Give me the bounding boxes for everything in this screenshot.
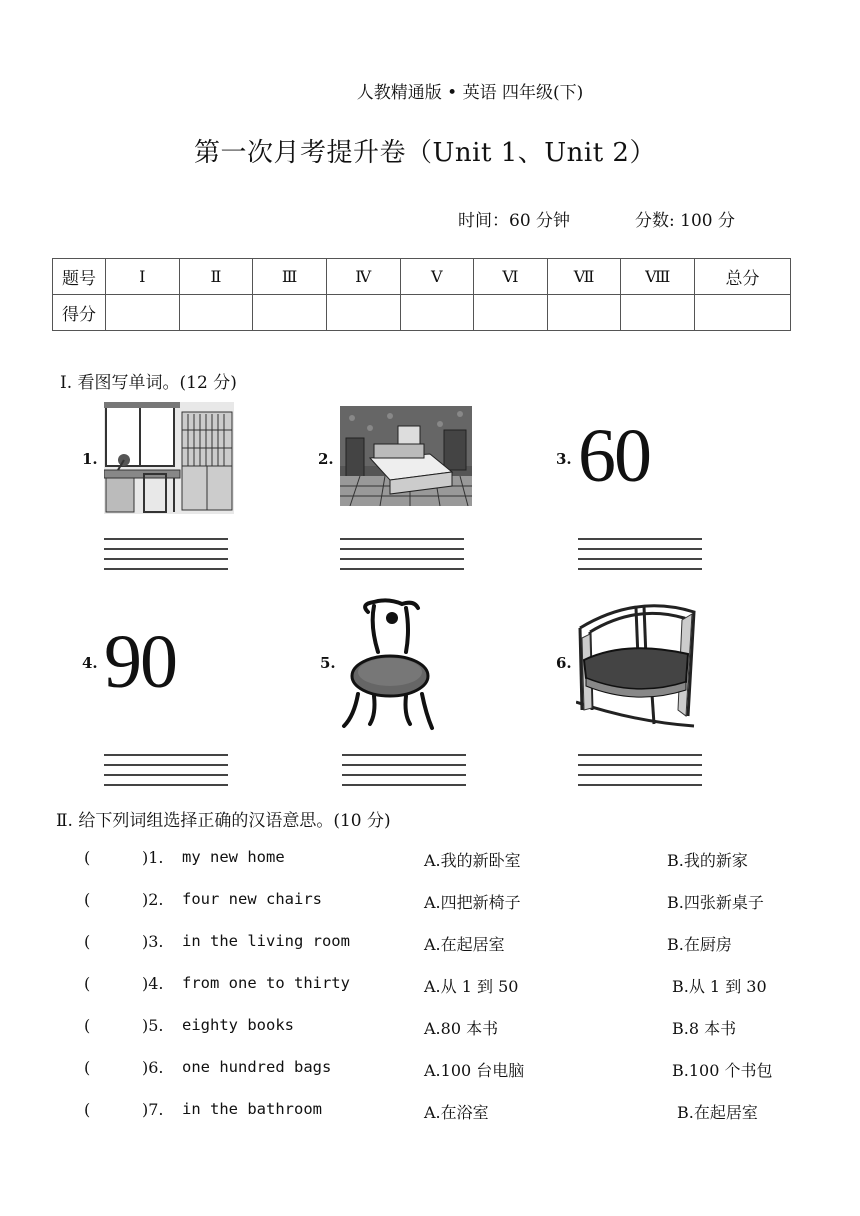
number-90-picture: 90	[104, 620, 176, 704]
option-a: A.我的新卧室	[424, 851, 521, 870]
score-table-cell: Ⅳ	[326, 259, 400, 295]
section1-title: Ⅰ. 看图写单词。(12 分)	[60, 373, 237, 393]
score-table-cell: 题号	[53, 259, 106, 295]
answer-blank[interactable]: (	[84, 848, 91, 867]
option-a: A.从 1 到 50	[424, 977, 519, 996]
score-table-score-row	[53, 295, 791, 331]
item-number: 4.	[82, 654, 98, 672]
item-number: 3.	[556, 450, 572, 468]
score-table-cell: Ⅰ	[106, 259, 180, 295]
number-60-picture: 60	[578, 414, 650, 498]
answer-lines[interactable]	[104, 754, 228, 790]
score-table-cell: Ⅵ	[474, 259, 548, 295]
answer-lines[interactable]	[340, 538, 464, 574]
score-table-cell: Ⅶ	[547, 259, 621, 295]
question-phrase: eighty books	[182, 1016, 294, 1034]
score-entry-cell[interactable]	[106, 295, 180, 331]
question-phrase: my new home	[182, 848, 285, 866]
option-b: B.我的新家	[667, 851, 748, 870]
option-a: A.80 本书	[424, 1019, 499, 1038]
score-entry-cell[interactable]	[621, 295, 695, 331]
answer-lines[interactable]	[578, 538, 702, 574]
option-b: B.四张新桌子	[667, 893, 764, 912]
score-table-cell: Ⅴ	[400, 259, 474, 295]
question-phrase: one hundred bags	[182, 1058, 332, 1076]
option-b: B.100 个书包	[672, 1061, 773, 1080]
question-number: )6.	[142, 1058, 164, 1077]
answer-lines[interactable]	[578, 754, 702, 790]
score-table-cell: 总分	[695, 259, 791, 295]
item-number: 5.	[320, 654, 336, 672]
question-row	[0, 974, 860, 1000]
score-entry-cell[interactable]	[400, 295, 474, 331]
option-b: B.从 1 到 30	[672, 977, 767, 996]
question-row	[0, 848, 860, 874]
option-a: A.在起居室	[424, 935, 505, 954]
item-number: 1.	[82, 450, 98, 468]
question-row	[0, 1016, 860, 1042]
score-entry-cell[interactable]	[547, 295, 621, 331]
question-row	[0, 1100, 860, 1126]
score-entry-cell[interactable]	[474, 295, 548, 331]
bedroom-picture	[340, 406, 472, 506]
answer-blank[interactable]: (	[84, 1058, 91, 1077]
total-score: 分数: 100 分	[635, 211, 735, 231]
option-a: A.100 台电脑	[424, 1061, 525, 1080]
item-number: 2.	[318, 450, 334, 468]
option-b: B.在厨房	[667, 935, 732, 954]
option-a: A.四把新椅子	[424, 893, 521, 912]
question-number: )1.	[142, 848, 164, 867]
answer-lines[interactable]	[342, 754, 466, 790]
section2-title: Ⅱ. 给下列词组选择正确的汉语意思。(10 分)	[56, 811, 391, 831]
question-row	[0, 932, 860, 958]
chair-picture	[340, 596, 436, 734]
page-title: 第一次月考提升卷（Unit 1、Unit 2）	[194, 138, 656, 168]
score-table-cell: Ⅷ	[621, 259, 695, 295]
question-phrase: in the bathroom	[182, 1100, 322, 1118]
score-table-header-row	[53, 259, 791, 295]
time-limit: 时间：60 分钟	[458, 211, 571, 231]
score-table	[52, 258, 791, 331]
question-number: )5.	[142, 1016, 164, 1035]
study-room-picture	[104, 402, 234, 514]
item-number: 6.	[556, 654, 572, 672]
score-table-cell: Ⅱ	[179, 259, 253, 295]
score-entry-cell[interactable]	[326, 295, 400, 331]
option-b: B.8 本书	[672, 1019, 737, 1038]
question-number: )7.	[142, 1100, 164, 1119]
option-a: A.在浴室	[424, 1103, 489, 1122]
subtitle: 人教精通版 • 英语 四年级(下)	[356, 83, 584, 103]
answer-blank[interactable]: (	[84, 1016, 91, 1035]
question-row	[0, 1058, 860, 1084]
answer-blank[interactable]: (	[84, 974, 91, 993]
score-table-cell: Ⅲ	[253, 259, 327, 295]
score-entry-cell[interactable]	[179, 295, 253, 331]
answer-lines[interactable]	[104, 538, 228, 574]
score-entry-cell[interactable]	[695, 295, 791, 331]
question-number: )3.	[142, 932, 164, 951]
answer-blank[interactable]: (	[84, 890, 91, 909]
score-table-cell: 得分	[53, 295, 106, 331]
score-entry-cell[interactable]	[253, 295, 327, 331]
question-row	[0, 890, 860, 916]
armchair-picture	[576, 598, 700, 728]
answer-blank[interactable]: (	[84, 932, 91, 951]
question-number: )4.	[142, 974, 164, 993]
question-phrase: four new chairs	[182, 890, 322, 908]
question-number: )2.	[142, 890, 164, 909]
question-phrase: in the living room	[182, 932, 350, 950]
answer-blank[interactable]: (	[84, 1100, 91, 1119]
question-phrase: from one to thirty	[182, 974, 350, 992]
option-b: B.在起居室	[677, 1103, 758, 1122]
